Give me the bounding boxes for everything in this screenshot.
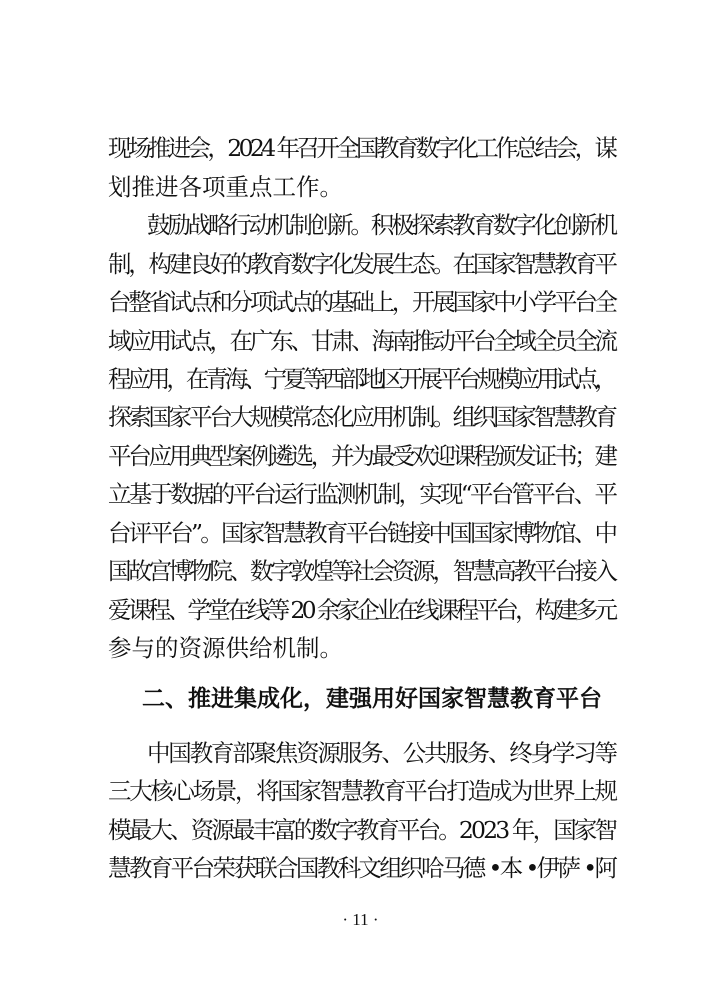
- text-line: 国故宫博物院、数字敦煌等社会资源，智慧高教平台接入: [108, 557, 615, 585]
- text-line: 参与的资源供给机制。: [108, 634, 343, 662]
- text-line: 探索国家平台大规模常态化应用机制。组织国家智慧教育: [108, 403, 615, 431]
- text-line: 三大核心场景，将国家智慧教育平台打造成为世界上规: [108, 777, 616, 805]
- text-line: 慧教育平台荣获联合国教科文组织哈马德 •本 •伊萨 •阿: [108, 854, 616, 882]
- text-line: 台评平台”。国家智慧教育平台链接中国国家博物馆、中: [108, 519, 616, 547]
- text-line: 制，构建良好的教育数字化发展生态。在国家智慧教育平: [108, 250, 615, 278]
- section-heading: 二、推进集成化，建强用好国家智慧教育平台: [142, 686, 602, 712]
- text-line: 域应用试点，在广东、甘肃、海南推动平台全域全员全流: [108, 327, 615, 355]
- text-line: 划推进各项重点工作。: [108, 173, 343, 201]
- text-line: 平台应用典型案例遴选，并为最受欢迎课程颁发证书；建: [108, 442, 615, 470]
- text-line: 立基于数据的平台运行监测机制，实现“平台管平台、平: [108, 480, 616, 508]
- text-line: 台整省试点和分项试点的基础上，开展国家中小学平台全: [108, 288, 615, 316]
- page-number: · 11 ·: [342, 910, 379, 929]
- text-line: 爱课程、学堂在线等 20 余家企业在线课程平台，构建多元: [108, 596, 615, 624]
- text-line: 中国教育部聚焦资源服务、公共服务、终身学习等: [147, 739, 616, 767]
- text-line: 现场推进会，2024 年召开全国教育数字化工作总结会，谋: [108, 134, 615, 162]
- text-line: 模最大、资源最丰富的数字教育平台。2023 年，国家智: [108, 816, 616, 844]
- text-line: 程应用，在青海、宁夏等西部地区开展平台规模应用试点，: [108, 365, 614, 393]
- text-line: 鼓励战略行动机制创新。积极探索教育数字化创新机: [147, 211, 615, 239]
